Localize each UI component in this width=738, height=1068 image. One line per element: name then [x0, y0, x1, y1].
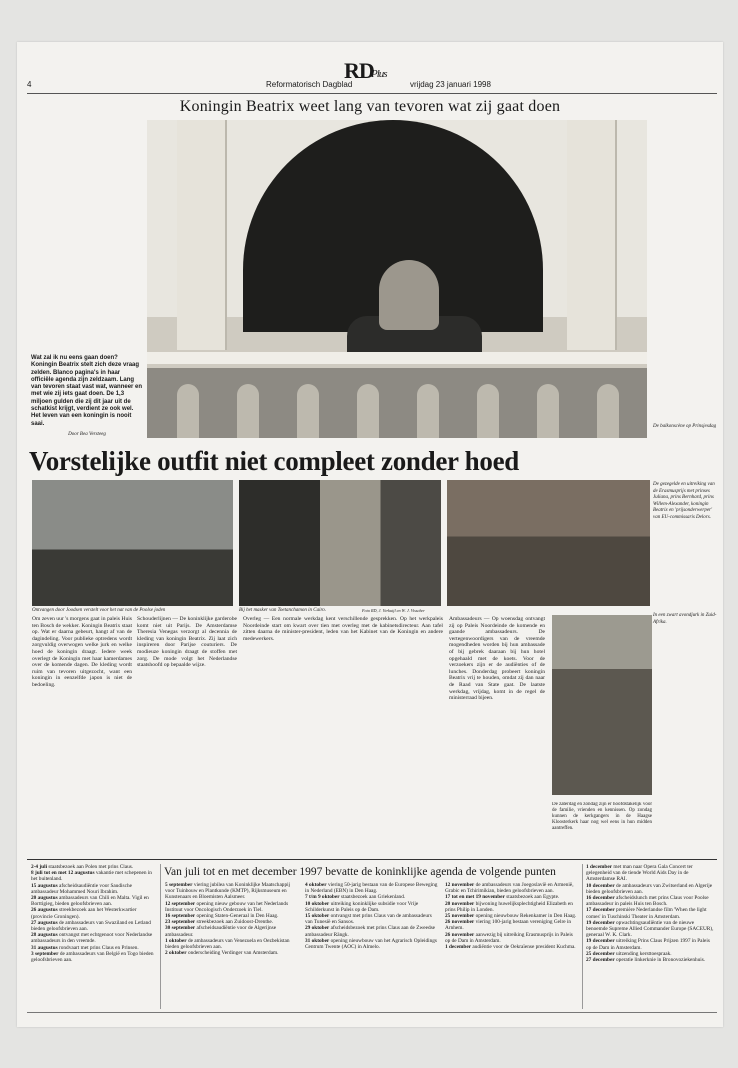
dance-caption-long: De zaterdag en zondag zijn er hoofdstakelijk voor de familie, vrienden en kennissen. Op zondag kunnen de kerkgangers in de Haagse Kloosterkerk haar nog wel eens in hun midden aantreffen.	[552, 802, 652, 831]
agenda-entry: 19 december uitreiking Prins Claus Prijzen 1997 in Paleis op de Dam in Amsterdam.	[586, 938, 710, 951]
article-intro: Wat zal ik nu eens gaan doen? Koningin Beatrix stelt zich deze vraag zelden. Blanco pagina's in haar officiële agenda zijn zeldzaam. Lang van tevoren staat vast wat, wanneer en met wie zij iets gaat doen. De 1,3 miljoen gulden die zij dit jaar uit de schatkist krijgt, verdient ze ook wel. Het leven van een koningin is nooit saai.	[31, 355, 143, 427]
agenda-entry: 1 december audiëntie voor de Oekraïense president Kuchma.	[445, 944, 576, 951]
agenda-column-4	[445, 882, 579, 1009]
photo-credit: Foto RD, J. Verkuijl en W. J. Visscher	[362, 608, 425, 613]
baluster	[357, 384, 379, 438]
agenda-entry: 4 oktober viering 50-jarig bestaan van de Europese Beweging in Nederland (EBN) in Den Haag.	[305, 882, 438, 895]
feature-column-2: Schouderlijnen — De koninklijke garderobe komt niet uit Parijs. De Amsterdamse Theresia Venegas verzorgt al decennia de kleding van koningin Beatrix. Zij laat zich inspireren door Parijse couturiers. De modieuze koningin draagt de stoffen met zorg. De mode volgt het Nederlandse staatshoofd op bepaalde wijze.	[137, 616, 237, 669]
agenda-column-2	[165, 882, 300, 1009]
agenda-entry: 16 december afscheidslunch met prins Claus voor Poolse ambassadeur in paleis Huis ten Bosch.	[586, 895, 709, 908]
family-caption: De gezegelde en uitreiking van de Erasmusprijs met prinses Juliana, prins Bernhard, prins Willem-Alexander, koningin Beatrix en 'prijsonderwerper' van EU-commissaris Delors.	[653, 482, 715, 520]
photo-south-africa	[552, 615, 652, 795]
feature-column-3: Overleg — Een normale werkdag kent verschillende gesprekken. Op het werkpaleis Noordeinde start om kwart over tien met overleg met de kabinetsdirecteur. Aan tafel zitten daarna de minister-president, leden van het Kabinet van de Koningin en andere medewerkers.	[243, 616, 443, 642]
byline: Door Bea Versteeg	[68, 432, 106, 437]
baluster	[177, 384, 199, 438]
agenda-entry: 26 augustus streekbezoek aan het Westerkwartier (provincie Groningen).	[31, 907, 137, 920]
agenda-entry: 23 september streekbezoek aan Zuidoost-Drenthe.	[165, 919, 274, 926]
agenda-entry: 26 november viering 100-jarig bestaan vereniging Gelre in Arnhem.	[445, 919, 572, 932]
baluster	[237, 384, 259, 438]
dance-caption: In een zwart avondjurk in Zuid-Afrika.	[653, 613, 717, 625]
balcony-caption: De balkonscène op Prinsjesdag	[653, 424, 717, 429]
agenda-entry: 1 oktober de ambassadeurs van Venezuela en Oezbekistan bieden geloofsbrieven aan.	[165, 937, 290, 951]
agenda-entry: 28 augustus ontvangst met echtgenoot voor Nederlandse ambassadeurs in den vreemde.	[31, 932, 153, 945]
agenda-column-5	[586, 864, 716, 1009]
agenda-entry: 27 augustus de ambassadeurs van Swaziland en Letland bieden geloofsbrieven aan.	[31, 919, 151, 933]
agenda-entry: 30 september afscheidsaudiëntie voor de Algerijnse ambassadeur.	[165, 925, 277, 938]
page-header	[27, 80, 717, 94]
agenda-entry: 26 november aanwezig bij uitreiking Erasmusprijs in Paleis op de Dam in Amsterdam.	[445, 931, 573, 944]
balcony-rail	[147, 352, 647, 364]
baluster	[297, 384, 319, 438]
photo-family	[447, 480, 650, 606]
cairo-caption: Bij het masker van Toetanchamon in Cairo.	[239, 608, 326, 613]
header-rule	[27, 93, 717, 94]
balcony-photo	[147, 120, 647, 438]
baluster	[477, 384, 499, 438]
agenda-entry: 15 augustus afscheidsaudiëntie voor Saudische ambassadeur Mohammed Nouri Ibrahim.	[31, 882, 132, 895]
agenda-entry: 16 september opening Staten-Generaal in Den Haag.	[165, 913, 279, 920]
agenda-entry: 2 oktober onderscheiding Verdinger van Amsterdam.	[165, 950, 279, 957]
logo-suffix: Plus	[371, 68, 387, 80]
photo-cairo	[239, 480, 441, 606]
agenda-entry: 15 oktober ontvangst met prins Claus van de ambassadeurs van Tunesië en Sansos.	[305, 913, 432, 926]
feature-column-1: Om zeven uur 's morgens gaat in paleis Huis ten Bosch de wekker. Koningin Beatrix staat op. Wat er daarna gebeurt, hangt af van de dagindeling. Voor publieke optredens wordt zorgvuldig overwogen welke jurk en welke hoed de koningin draagt. Iedere week overlegt de Koningin met haar kamerdames over de komende dagen. De kleding wordt ruim van tevoren uitgezocht, want een koningin in eenzelfde japon is niet de bedoeling.	[32, 616, 132, 688]
baluster	[597, 384, 619, 438]
issue-date: vrijdag 23 januari 1998	[410, 80, 491, 89]
window-column	[177, 120, 227, 350]
jews-caption: Ontvangen door Joodsen verstelt voor het nat van de Poolse joden	[32, 608, 166, 613]
agenda-entry: 31 oktober opening nieuwbouw van het Agrarisch Opleidings Centrum Twente (AOC) in Almelo.	[305, 937, 437, 951]
agenda-entry: 2-4 juli staatsbezoek aan Polen met prins Claus.	[31, 864, 134, 870]
agenda-entry: 20 augustus ambassadeurs van Chili en Malta. Vigil en Borttigieg, bieden geloofsbrieven aan.	[31, 895, 149, 908]
agenda-column-3	[305, 882, 440, 1009]
agenda-entry: 25 november opening nieuwbouw Rekenkamer in Den Haag.	[445, 913, 577, 920]
agenda-column-1	[31, 864, 157, 1009]
agenda-entry: 5 september viering jubilea van Koninklijke Maatschappij voor Tuinbouw en Plantkunde (KMTP), Rijksmuseum en Kunstenaars en Bloemisten Aalsmeer.	[165, 882, 291, 901]
agenda-entry: 25 december uitzending kersttoespraak.	[586, 950, 672, 957]
top-headline: Koningin Beatrix weet lang van tevoren wat zij gaat doen	[179, 98, 561, 115]
feature-headline: Vorstelijke outfit niet compleet zonder hoed	[29, 446, 519, 476]
feature-column-4: Ambassadeurs — Op woensdag ontvangt zij op Paleis Noordeinde de komende en gaande ambassadeurs. De vertegenwoordigers van de vreemde mogendheden worden bij hun ambassade of bij gebrek daaraan bij hun hotel opgehaald met de koets. Voor de verzoekers zijn er de audiënties of de lunches. Donderdag probeert koningin Beatrix vrij te houden, omdat zij dan naar de Raad van State gaat. De laatste werkdag, vrijdag, komt in de regel de ministerraad bijeen.	[449, 616, 545, 702]
newspaper-page	[17, 42, 723, 1027]
agenda-entry: 10 december de ambassadeurs van Zwitserland en Algerije bieden geloofsbrieven aan.	[586, 882, 713, 895]
agenda-entry: 7 t/m 9 oktober staatsbezoek aan Griekenland.	[305, 894, 406, 901]
agenda-entry: 8 juli tot en met 12 augustus vakantie met schepenen in het buitenland.	[31, 870, 152, 883]
agenda-entry: 17 tot en met 19 november staatsbezoek aan Egypte.	[445, 894, 560, 901]
window-column	[567, 120, 617, 350]
photo-jewish-visit	[32, 480, 233, 606]
queen-head	[379, 260, 439, 330]
agenda-divider	[160, 864, 161, 1009]
agenda-entry: 19 december opwachtingsaudiëntie van de nieuwe benoemde Supreme Allied Commander Europe (SACEUR), generaal W. K. Clark.	[586, 919, 714, 939]
agenda-entry: 12 november de ambassadeurs van Joegoslavië en Armenië, Grabic en Tchirimikian, bieden geloofsbrieven aan.	[445, 882, 574, 895]
logo-text: RD	[344, 58, 374, 83]
agenda-entry: 20 november bijwoning huwelijksplechtigheid Elizabeth en prins Philip in Londen.	[445, 900, 573, 913]
agenda-entry: 1 december met man naar Opera Gala Concert ter gelegenheid van de tiende World Aids Day in de Amsterdamse RAI.	[586, 864, 693, 883]
agenda-entry: 29 oktober afscheidsbezoek met prins Claus aan de Zweedse ambassadeur Rängk.	[305, 925, 436, 938]
agenda-headline: Van juli tot en met december 1997 bevatte de koninklijke agenda de volgende punten	[164, 866, 556, 878]
agenda-entry: 27 december operatie linkerknie in Bronovoziekenhuis.	[586, 957, 706, 964]
agenda-entry: 10 oktober uitreiking koninklijke subsidie voor Vrije Schilderkunst in Paleis op de Dam.	[305, 900, 419, 913]
agenda-entry: 17 december première Nederlandse film 'When the light comes' in Tuschinski Theater in Amsterdam.	[586, 907, 707, 920]
page-number: 4	[27, 80, 32, 89]
baluster	[417, 384, 439, 438]
newspaper-name: Reformatorisch Dagblad	[266, 80, 353, 89]
agenda-entry: 12 september opening nieuw gebouw van het Nederlands Instituut voor Oncologisch Onderzoek in Tiel.	[165, 900, 289, 913]
agenda-entry: 31 augustus rondvaart met prins Claus en Prinsen.	[31, 944, 139, 951]
agenda-divider	[582, 864, 583, 1009]
agenda-entry: 3 september de ambassadeurs van België en Togo bieden geloofsbrieven aan.	[31, 950, 154, 964]
baluster	[537, 384, 559, 438]
